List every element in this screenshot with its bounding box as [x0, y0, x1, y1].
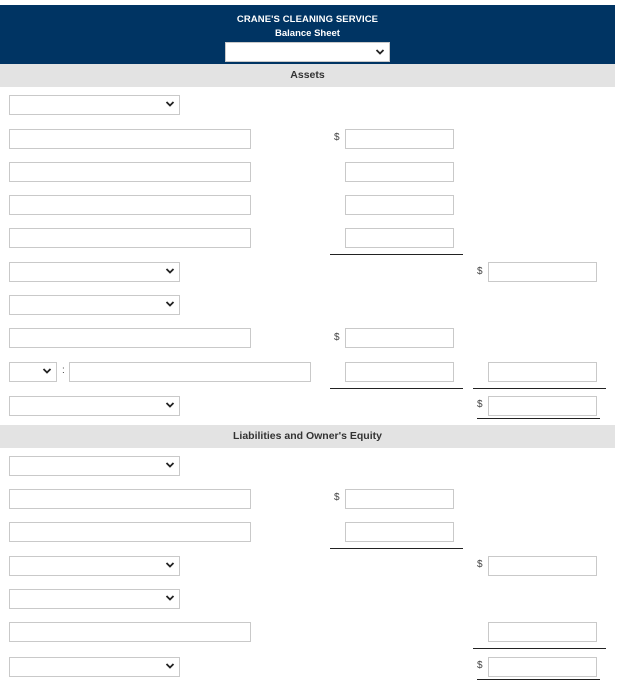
total-liabilities-equity-input[interactable]	[488, 657, 597, 677]
liabilities-section-header: Liabilities and Owner's Equity	[0, 425, 615, 448]
dollar-sign: $	[477, 660, 483, 671]
chevron-down-icon	[165, 559, 175, 571]
asset-amount-input-4[interactable]	[345, 228, 454, 248]
chevron-down-icon	[42, 365, 52, 377]
less-amount-input[interactable]	[345, 362, 454, 382]
dollar-sign: $	[477, 559, 483, 570]
subtotal-rule	[473, 388, 606, 389]
chevron-down-icon	[165, 98, 175, 110]
less-name-input[interactable]	[69, 362, 311, 382]
chevron-down-icon	[165, 399, 175, 411]
company-name: CRANE'S CLEANING SERVICE	[236, 14, 379, 25]
total-liabilities-input[interactable]	[488, 556, 597, 576]
total-assets-label-select[interactable]	[9, 396, 180, 416]
subtotal-rule	[330, 254, 463, 255]
chevron-down-icon	[165, 592, 175, 604]
dollar-sign: $	[334, 332, 340, 343]
date-select[interactable]	[225, 42, 390, 62]
chevron-down-icon	[165, 298, 175, 310]
equity-name-input[interactable]	[9, 622, 251, 642]
liability-name-input-1[interactable]	[9, 489, 251, 509]
asset-amount-input-1[interactable]	[345, 129, 454, 149]
dollar-sign: $	[477, 399, 483, 410]
total-assets-input[interactable]	[488, 396, 597, 416]
equity-amount-input[interactable]	[488, 622, 597, 642]
assets-heading-select-2[interactable]	[9, 295, 180, 315]
liability-amount-input-1[interactable]	[345, 489, 454, 509]
statement-header	[0, 5, 615, 64]
equity-heading-select[interactable]	[9, 589, 180, 609]
asset-name-input-2[interactable]	[9, 162, 251, 182]
total-liabilities-equity-label-select[interactable]	[9, 657, 180, 677]
assets-heading-select-1[interactable]	[9, 95, 180, 115]
asset-name-input-4[interactable]	[9, 228, 251, 248]
double-rule	[477, 418, 600, 419]
total-liabilities-label-select[interactable]	[9, 556, 180, 576]
subtotal-rule	[330, 548, 463, 549]
asset-amount-input-3[interactable]	[345, 195, 454, 215]
liability-amount-input-2[interactable]	[345, 522, 454, 542]
dollar-sign: $	[334, 132, 340, 143]
liability-name-input-2[interactable]	[9, 522, 251, 542]
total-amount-input-1[interactable]	[488, 262, 597, 282]
net-amount-input[interactable]	[488, 362, 597, 382]
chevron-down-icon	[165, 660, 175, 672]
asset-amount-input-2[interactable]	[345, 162, 454, 182]
asset-name-input-5[interactable]	[9, 328, 251, 348]
chevron-down-icon	[165, 459, 175, 471]
subtotal-rule	[330, 388, 463, 389]
chevron-down-icon	[375, 46, 385, 58]
assets-section-header: Assets	[0, 64, 615, 87]
statement-title: Balance Sheet	[275, 28, 340, 39]
asset-amount-input-5[interactable]	[345, 328, 454, 348]
dollar-sign: $	[477, 266, 483, 277]
asset-name-input-3[interactable]	[9, 195, 251, 215]
liabilities-heading-select[interactable]	[9, 456, 180, 476]
double-rule	[477, 679, 600, 680]
dollar-sign: $	[334, 492, 340, 503]
chevron-down-icon	[165, 265, 175, 277]
colon-separator: :	[62, 365, 65, 376]
asset-name-input-1[interactable]	[9, 129, 251, 149]
less-select[interactable]	[9, 362, 57, 382]
total-label-select-1[interactable]	[9, 262, 180, 282]
subtotal-rule	[473, 648, 606, 649]
